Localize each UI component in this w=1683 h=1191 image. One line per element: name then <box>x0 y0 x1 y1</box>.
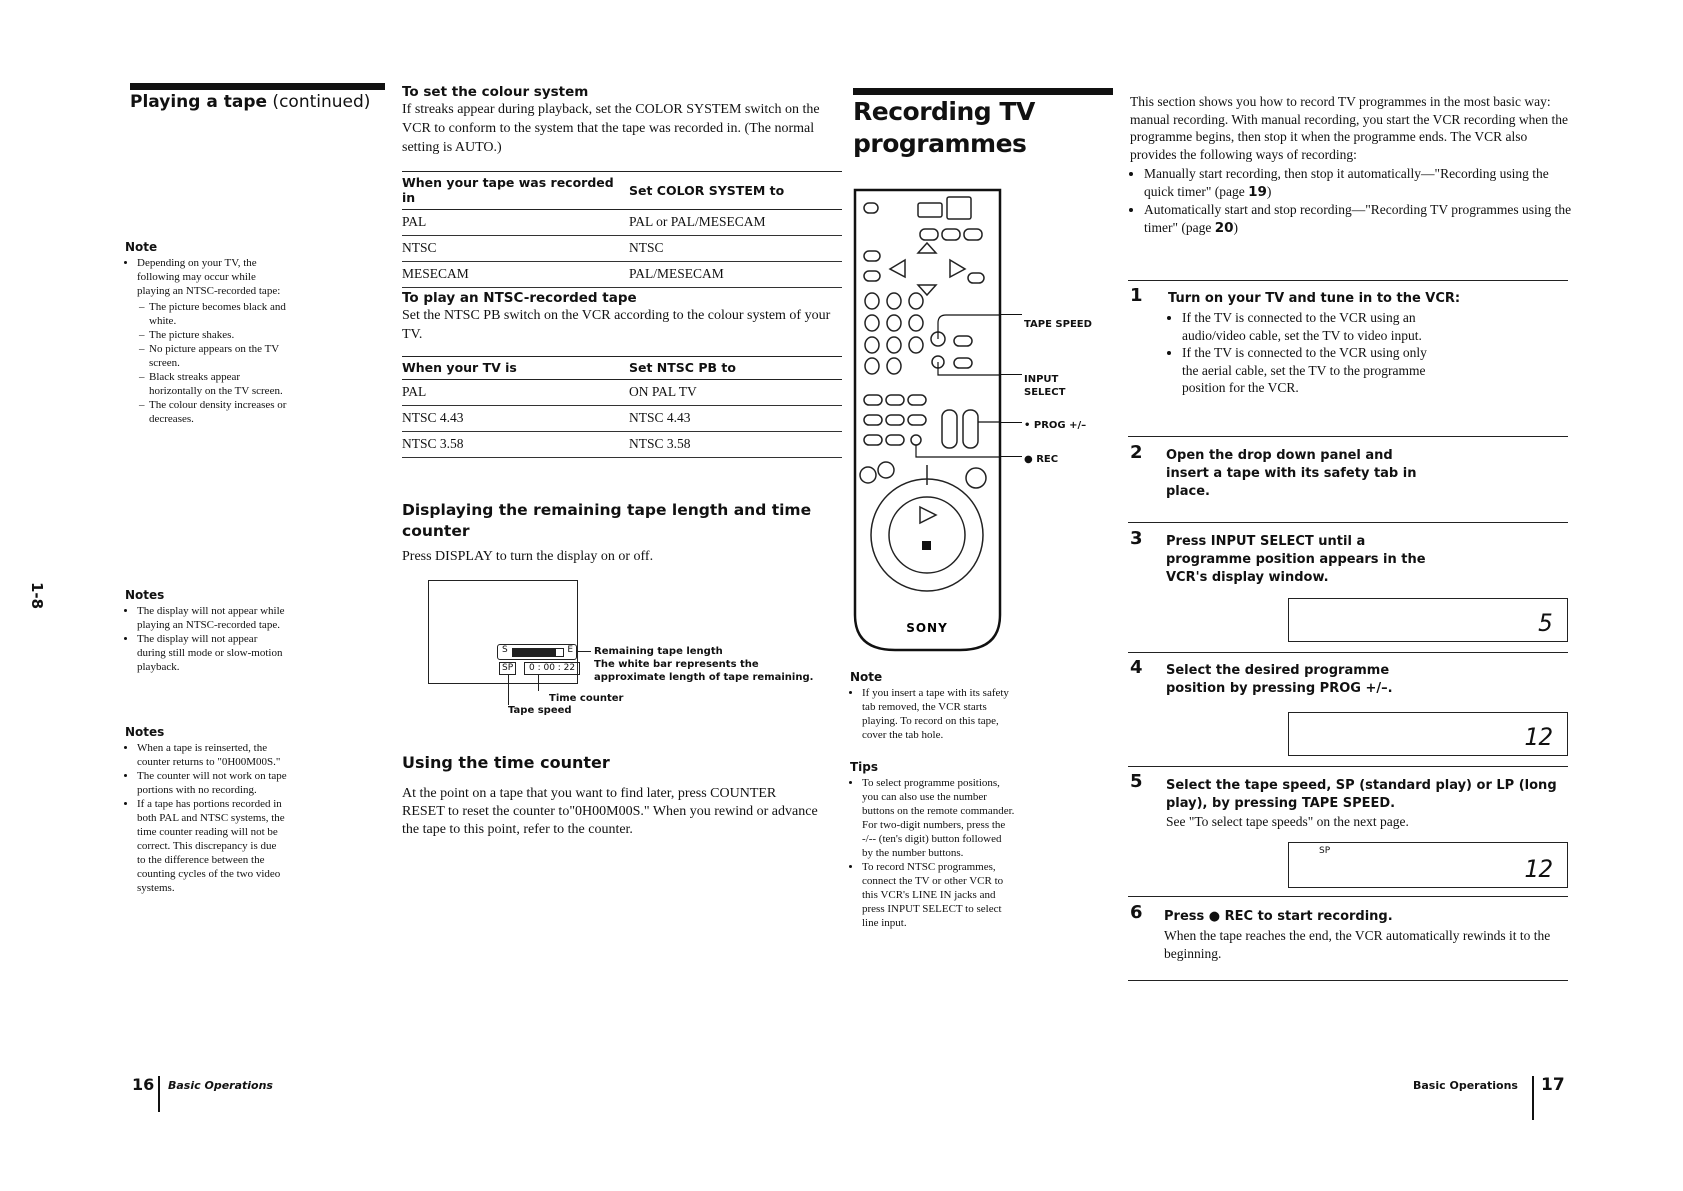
note-heading: Note <box>125 240 158 254</box>
header-rule <box>130 83 385 90</box>
page-section-title <box>130 92 370 112</box>
ntsc-heading: To play an NTSC-recorded tape <box>402 290 637 306</box>
step-text: When the tape reaches the end, the VCR automatically rewinds it to the beginning. <box>1164 928 1551 961</box>
page-number: 17 <box>1541 1075 1565 1095</box>
table-cell: PAL or PAL/MESECAM <box>629 210 842 236</box>
step-divider <box>1128 980 1568 981</box>
step-title: Open the drop down panel and insert a tape with its safety tab in place. <box>1166 448 1417 499</box>
colour-system-heading: To set the colour system <box>402 84 589 100</box>
table-header: When your TV is <box>402 357 629 380</box>
title-line: programmes <box>853 129 1027 158</box>
notes-heading: Notes <box>125 588 165 602</box>
note-item: – No picture appears on the TV screen. <box>149 342 287 370</box>
footer-divider <box>158 1076 160 1112</box>
table-cell: PAL <box>402 210 629 236</box>
bar-fill <box>513 649 556 656</box>
step-text: See "To select tape speeds" on the next page. <box>1166 814 1409 829</box>
step-number: 3 <box>1130 528 1143 549</box>
table-row <box>402 210 842 236</box>
callout-line <box>1000 456 1022 457</box>
remaining-bar <box>497 644 577 660</box>
step-divider <box>1128 522 1568 523</box>
table-row <box>402 432 842 458</box>
callout-line <box>1000 422 1022 423</box>
note-intro <box>137 256 287 426</box>
step-number: 5 <box>1130 771 1143 792</box>
ntsc-table <box>402 356 842 458</box>
label-input-select <box>1024 373 1065 399</box>
table-cell: PAL/MESECAM <box>629 262 842 288</box>
bar-start-label: S <box>502 645 508 655</box>
callout-line <box>1000 314 1022 315</box>
note-intro-text: Depending on your TV, the following may occur while playing an NTSC-recorded tape: <box>137 257 281 297</box>
table-cell: NTSC <box>629 236 842 262</box>
intro-text: This section shows you how to record TV programmes in the most basic way: manual recording. With manual recording, you start the VCR recording when the programme begins, then stop it when the programme ends. The VCR also provides the following ways of recording: <box>1130 94 1568 162</box>
table-cell: MESECAM <box>402 262 629 288</box>
step-title: Select the tape speed, SP (standard play) or LP (long play), by pressing TAPE SPEED. <box>1166 778 1557 811</box>
label-select: SELECT <box>1024 387 1066 398</box>
table-cell: NTSC <box>402 236 629 262</box>
side-tab: 1-8 <box>28 582 46 610</box>
time-counter-text: At the point on a tape that you want to find later, press COUNTER RESET to reset the counter to"0H00M00S." When you rewind or advance the tape to this point, refer to the counter. <box>402 786 818 837</box>
title-line: Recording TV <box>853 97 1035 126</box>
callout-time-counter: Time counter <box>549 693 624 704</box>
table-cell: PAL <box>402 380 629 406</box>
table-cell: ON PAL TV <box>629 380 842 406</box>
table-row <box>402 262 842 288</box>
table-cell: NTSC 3.58 <box>402 432 629 458</box>
step-number: 2 <box>1130 442 1143 463</box>
intro-bullet-text: Automatically start and stop recording—"Recording TV programmes using the timer" (page <box>1144 202 1572 235</box>
note-item: – The picture shakes. <box>149 328 287 342</box>
page-ref: 20 <box>1214 219 1234 236</box>
step-divider <box>1128 766 1568 767</box>
step-title: Select the desired programme position by pressing PROG +/–. <box>1166 663 1393 696</box>
page-title <box>853 96 1035 160</box>
table-row <box>402 380 842 406</box>
display-sp-label: SP <box>1319 846 1331 856</box>
tips <box>850 760 1015 930</box>
section-title-bold: Playing a tape <box>130 92 268 112</box>
vcr-display-window <box>1288 712 1568 756</box>
label-input: INPUT <box>1024 374 1059 385</box>
page-number: 16 <box>132 1075 155 1094</box>
note-item: • The display will not appear during still mode or slow-motion playback. <box>137 632 287 674</box>
colour-system-text: If streaks appear during playback, set the COLOR SYSTEM switch on the VCR to conform to the system that the tape was recorded in. (The normal setting is AUTO.) <box>402 102 820 155</box>
vcr-display-window <box>1288 598 1568 642</box>
step-number: 1 <box>1130 285 1143 306</box>
display-digits: 12 <box>1524 723 1553 751</box>
bar-track <box>512 648 564 657</box>
table-row <box>402 406 842 432</box>
note-item: • When a tape is reinserted, the counter returns to "0H00M00S." <box>137 741 287 769</box>
table-cell: NTSC 4.43 <box>402 406 629 432</box>
vcr-display-window <box>1288 842 1568 888</box>
callout-line <box>508 675 509 705</box>
table-header: When your tape was recorded in <box>402 172 629 210</box>
label-prog: • PROG +/– <box>1024 420 1087 431</box>
intro-bullet <box>1144 165 1575 201</box>
note-item: • If a tape has portions recorded in both PAL and NTSC systems, the time counter reading will not be correct. This discrepancy is due to the difference between the counting cycles of the two video systems. <box>137 797 287 895</box>
callout-tape-speed: Tape speed <box>508 705 572 716</box>
step-number: 4 <box>1130 657 1143 678</box>
label-rec: ● REC <box>1024 454 1059 465</box>
footer-section: Basic Operations <box>1413 1079 1518 1092</box>
callout-remaining: Remaining tape length <box>594 646 723 657</box>
table-cell: NTSC 4.43 <box>629 406 842 432</box>
table-cell: NTSC 3.58 <box>629 432 842 458</box>
time-counter-heading: Using the time counter <box>402 753 610 772</box>
intro-bullet-end: ) <box>1266 183 1272 199</box>
callout-line <box>538 675 539 691</box>
page-ref: 19 <box>1248 183 1267 200</box>
footer-section: Basic Operations <box>168 1079 273 1092</box>
tape-speed-indicator: SP <box>499 662 516 675</box>
note-ntsc-effects <box>125 240 287 426</box>
step-body <box>1168 309 1428 397</box>
note-safety-tab <box>850 670 1010 742</box>
step-divider <box>1128 436 1568 437</box>
step-number: 6 <box>1130 902 1143 923</box>
intro-bullet <box>1144 201 1575 237</box>
callout-remaining-desc: The white bar represents the approximate length of tape remaining. <box>594 659 814 683</box>
step-title: Press INPUT SELECT until a programme position appears in the VCR's display window. <box>1166 534 1426 585</box>
time-counter-display: 0 : 00 : 22 <box>524 662 580 675</box>
step-title: Turn on your TV and tune in to the VCR: <box>1168 291 1461 306</box>
stop-icon <box>922 541 931 550</box>
table-row <box>402 236 842 262</box>
section-title-rest: (continued) <box>267 92 371 112</box>
intro <box>1130 93 1575 237</box>
colour-system-table <box>402 171 842 288</box>
table-header: Set NTSC PB to <box>629 357 842 380</box>
bar-end-label: E <box>567 645 573 655</box>
step-bullet: • If the TV is connected to the VCR using an audio/video cable, set the TV to video input. <box>1182 309 1428 344</box>
notes-display <box>125 588 287 674</box>
note-item: • The counter will not work on tape portions with no recording. <box>137 769 287 797</box>
remaining-text: Press DISPLAY to turn the display on or off. <box>402 549 654 564</box>
intro-bullet-end: ) <box>1233 219 1239 235</box>
footer-divider <box>1532 1076 1534 1120</box>
step-bullet: • If the TV is connected to the VCR using only the aerial cable, set the TV to the programme position for the VCR. <box>1182 344 1428 397</box>
display-digits: 5 <box>1538 609 1553 637</box>
note-item: • If you insert a tape with its safety tab removed, the VCR starts playing. To record on this tape, cover the tab hole. <box>862 686 1010 742</box>
colour-system-section <box>402 84 842 288</box>
remote-brand-logo: SONY <box>906 621 948 635</box>
note-heading: Note <box>850 670 883 684</box>
step-divider <box>1128 896 1568 897</box>
note-item: • The display will not appear while playing an NTSC-recorded tape. <box>137 604 287 632</box>
tip-item: • To select programme positions, you can also use the number buttons on the remote commander. For two-digit numbers, press the -/-- (ten's digit) button followed by the number buttons. <box>862 776 1015 860</box>
notes-counter <box>125 725 287 895</box>
label-tape-speed: TAPE SPEED <box>1024 319 1092 330</box>
tips-heading: Tips <box>850 760 879 774</box>
tip-item: • To record NTSC programmes, connect the TV or other VCR to this VCR's LINE IN jacks and press INPUT SELECT to select line input. <box>862 860 1015 930</box>
note-item: – The colour density increases or decreases. <box>149 398 287 426</box>
step-title: Press ● REC to start recording. <box>1164 909 1393 924</box>
header-rule <box>853 88 1113 95</box>
step-divider <box>1128 652 1568 653</box>
remaining-heading: Displaying the remaining tape length and time counter <box>402 501 812 540</box>
notes-heading: Notes <box>125 725 165 739</box>
table-header: Set COLOR SYSTEM to <box>629 172 842 210</box>
note-item: – Black streaks appear horizontally on the TV screen. <box>149 370 287 398</box>
step-divider <box>1128 280 1568 281</box>
remaining-callout <box>594 645 824 684</box>
callout-line <box>577 651 591 652</box>
display-digits: 12 <box>1524 855 1553 883</box>
note-item: – The picture becomes black and white. <box>149 300 287 328</box>
intro-bullet-text: Manually start recording, then stop it automatically—"Recording using the quick timer" (page <box>1144 166 1549 199</box>
callout-line <box>1000 374 1022 375</box>
ntsc-text: Set the NTSC PB switch on the VCR according to the colour system of your TV. <box>402 308 831 342</box>
ntsc-tape-section <box>402 290 842 458</box>
remote-commander-illustration <box>850 185 1005 655</box>
